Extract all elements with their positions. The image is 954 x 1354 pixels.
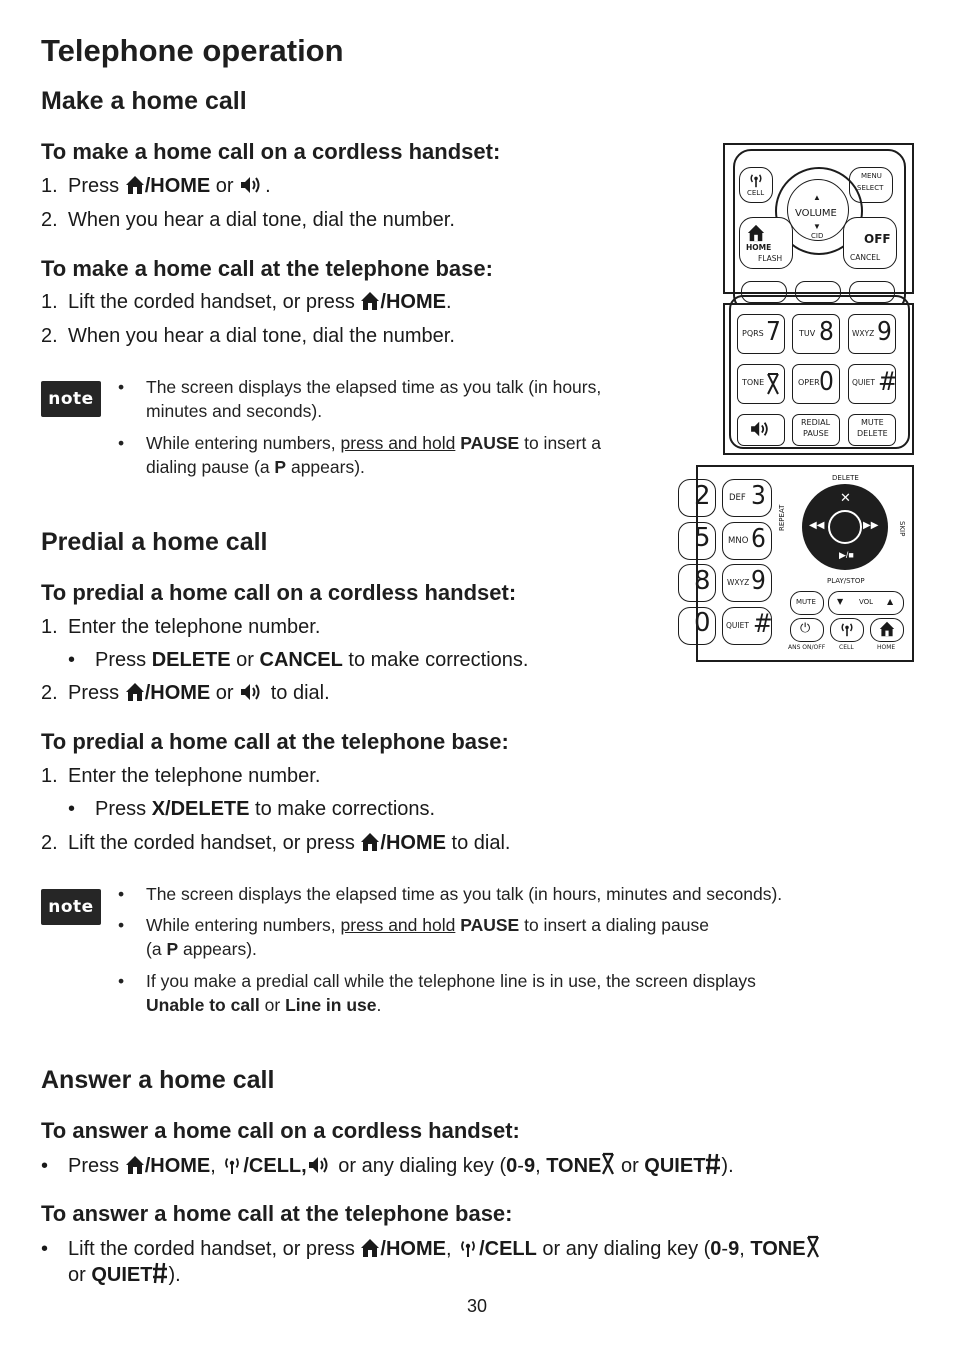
tone-star-icon — [601, 1153, 615, 1175]
make-base-step2: 2. When you hear a dial tone, dial the number. — [41, 325, 455, 347]
make-note-1: • The screen displays the elapsed time as you talk (in hours, minutes and seconds). — [118, 377, 602, 421]
note-badge: note — [41, 381, 101, 417]
play-stop-icon: ▶/■ — [839, 550, 854, 560]
key-8 — [792, 314, 840, 354]
predial-note-3: • If you make a predial call while the telephone line is in use, the screen displays Unable to call or Line in use. — [118, 971, 756, 1015]
repeat-icon: ◀◀ — [809, 520, 825, 531]
off-label: OFF — [864, 232, 891, 246]
delete-x-icon: ✕ — [840, 490, 851, 505]
subheading-answer-base: To answer a home call at the telephone base: — [41, 1201, 513, 1226]
menu-label: MENU — [861, 172, 882, 180]
answer-base-item: • Lift the corded handset, or press /HOME, /CELL or any dialing key (0-9, TONE — [41, 1236, 820, 1261]
make-base-step1: 1. Lift the corded handset, or press /HOME. — [41, 291, 452, 313]
cid-label: CID — [811, 232, 824, 240]
base-key-hash-label: QUIET — [726, 621, 749, 630]
subheading-predial-base: To predial a home call at the telephone base: — [41, 729, 509, 754]
cell-key-label: CELL — [747, 189, 765, 197]
volume-down-icon: ▼ — [837, 597, 844, 606]
page-number: 30 — [466, 1296, 488, 1316]
cell-icon — [457, 1238, 479, 1258]
delete-label: DELETE — [857, 429, 888, 438]
key-8-digit: 8 — [819, 317, 834, 347]
base-vol-label: VOL — [859, 598, 874, 606]
base-mute-label: MUTE — [796, 598, 816, 606]
base-answer-key — [790, 618, 824, 642]
home-label: HOME — [746, 243, 772, 252]
partial-key-outline — [678, 522, 716, 560]
predial-base-step1: 1. Enter the telephone number. — [41, 765, 321, 787]
handset-top-illustration — [723, 143, 914, 294]
base-key-2-partial: 2 — [694, 481, 711, 511]
cell-icon — [838, 621, 856, 637]
predial-handset-step1: 1. Enter the telephone number. — [41, 616, 321, 638]
pause-label: PAUSE — [803, 429, 829, 438]
base-home-label: HOME — [877, 644, 896, 651]
home-icon — [125, 1155, 145, 1175]
section-heading-answer: Answer a home call — [41, 1066, 275, 1094]
base-cell-key — [830, 618, 864, 642]
partial-key-outline — [678, 564, 716, 602]
ans-on-off-label: ANS ON/OFF — [788, 644, 826, 651]
play-stop-label: PLAY/STOP — [827, 577, 865, 585]
base-cell-label: CELL — [839, 644, 854, 651]
home-icon — [125, 175, 145, 195]
partial-key-outline — [678, 607, 716, 645]
predial-handset-step2: 2. Press /HOME or to dial. — [41, 682, 330, 704]
speaker-icon — [239, 682, 265, 702]
mute-delete-key — [848, 414, 896, 446]
predial-base-step2: 2. Lift the corded handset, or press /HOME to dial. — [41, 832, 511, 854]
volume-up-icon: ▲ — [887, 597, 894, 606]
speaker-icon — [749, 420, 773, 438]
base-key-0-partial: 0 — [694, 608, 711, 638]
base-key-9-digit: 9 — [751, 566, 766, 596]
subheading-make-handset: To make a home call on a cordless handset: — [41, 139, 501, 164]
base-key-9 — [722, 564, 772, 602]
predial-handset-sub: • Press DELETE or CANCEL to make corrections. — [68, 649, 529, 671]
base-key-3 — [722, 479, 772, 517]
base-illustration — [696, 465, 914, 662]
base-key-3-letters: DEF — [729, 493, 746, 503]
select-label: SELECT — [857, 184, 884, 192]
make-note-2: • While entering numbers, press and hold PAUSE to insert a dialing pause (a P appears). — [118, 433, 601, 477]
volume-up-arrow: ▲ — [813, 193, 821, 202]
home-icon — [360, 832, 380, 852]
base-key-8-partial: 8 — [694, 566, 711, 596]
key-9-digit: 9 — [877, 317, 892, 347]
home-icon — [360, 291, 380, 311]
tone-star-icon — [806, 1236, 820, 1258]
predial-base-sub: • Press X/DELETE to make corrections. — [68, 798, 436, 820]
make-handset-step2: 2. When you hear a dial tone, dial the number. — [41, 209, 455, 231]
flash-label: FLASH — [758, 254, 783, 263]
answer-base-item-cont: or QUIET ). — [68, 1264, 181, 1286]
base-key-hash — [722, 607, 772, 645]
off-cancel-key — [843, 217, 897, 269]
key-0 — [792, 364, 840, 404]
key-hash — [848, 364, 896, 404]
predial-note-1: • The screen displays the elapsed time as you talk (in hours, minutes and seconds). — [118, 884, 783, 904]
speaker-icon — [307, 1155, 333, 1175]
cancel-label: CANCEL — [850, 253, 881, 262]
home-icon — [747, 224, 765, 242]
key-7-digit: 7 — [766, 317, 781, 347]
key-9-letters: WXYZ — [852, 329, 875, 338]
answer-handset-item: • Press /HOME, /CELL, or any dialing key (0-9, TONE or QUIET ). — [41, 1155, 734, 1177]
power-icon: ⏻ — [800, 621, 811, 636]
make-handset-step1: 1. Press /HOME or . — [41, 175, 271, 197]
repeat-label: REPEAT — [778, 504, 786, 531]
section-heading-make: Make a home call — [41, 87, 247, 115]
section-heading-predial: Predial a home call — [41, 528, 268, 556]
key-0-digit: 0 — [819, 367, 834, 397]
key-7-letters: PQRS — [742, 329, 764, 338]
home-flash-key — [739, 217, 793, 269]
subheading-make-base: To make a home call at the telephone base: — [41, 256, 493, 281]
key-9 — [848, 314, 896, 354]
volume-down-arrow: ▼ — [813, 222, 821, 231]
home-icon — [879, 621, 895, 637]
skip-label: SKIP — [898, 521, 906, 537]
key-8-letters: TUV — [799, 329, 816, 338]
redial-pause-key — [792, 414, 840, 446]
key-0-label: OPER — [798, 378, 820, 387]
subheading-predial-handset: To predial a home call on a cordless handset: — [41, 580, 517, 605]
skip-icon: ▶▶ — [863, 520, 879, 531]
base-mute-key — [790, 591, 824, 615]
note-badge: note — [41, 889, 101, 925]
key-7 — [737, 314, 785, 354]
base-key-9-letters: WXYZ — [727, 578, 750, 587]
tone-star-icon — [766, 372, 780, 396]
volume-label: VOLUME — [795, 208, 837, 219]
home-icon — [125, 682, 145, 702]
key-hash-digit: # — [878, 367, 898, 397]
subheading-answer-handset: To answer a home call on a cordless handset: — [41, 1118, 520, 1143]
base-key-5-partial: 5 — [694, 523, 711, 553]
navigation-center-button — [828, 510, 862, 544]
hash-icon — [705, 1153, 721, 1175]
cell-icon — [747, 172, 765, 188]
cell-icon — [221, 1155, 243, 1175]
hash-icon — [152, 1262, 168, 1284]
key-tone-label: TONE — [742, 378, 765, 387]
mute-label: MUTE — [861, 418, 884, 427]
base-key-6 — [722, 522, 772, 560]
base-home-key — [870, 618, 904, 642]
base-key-hash-digit: # — [753, 609, 773, 639]
partial-key-outline — [678, 479, 716, 517]
base-volume-key — [828, 591, 904, 615]
base-key-6-digit: 6 — [751, 524, 766, 554]
page-title: Telephone operation — [41, 33, 344, 68]
speaker-icon — [239, 175, 265, 195]
delete-label: DELETE — [832, 474, 859, 482]
cell-key — [739, 167, 773, 203]
base-key-6-letters: MNO — [728, 536, 749, 546]
home-icon — [360, 1238, 380, 1258]
predial-note-2: • While entering numbers, press and hold PAUSE to insert a dialing pause (a P appears). — [118, 915, 709, 959]
speaker-key — [737, 414, 785, 446]
key-hash-label: QUIET — [852, 378, 875, 387]
handset-keypad-illustration — [723, 303, 914, 455]
key-tone — [737, 364, 785, 404]
base-key-3-digit: 3 — [751, 481, 766, 511]
redial-label: REDIAL — [801, 418, 831, 427]
